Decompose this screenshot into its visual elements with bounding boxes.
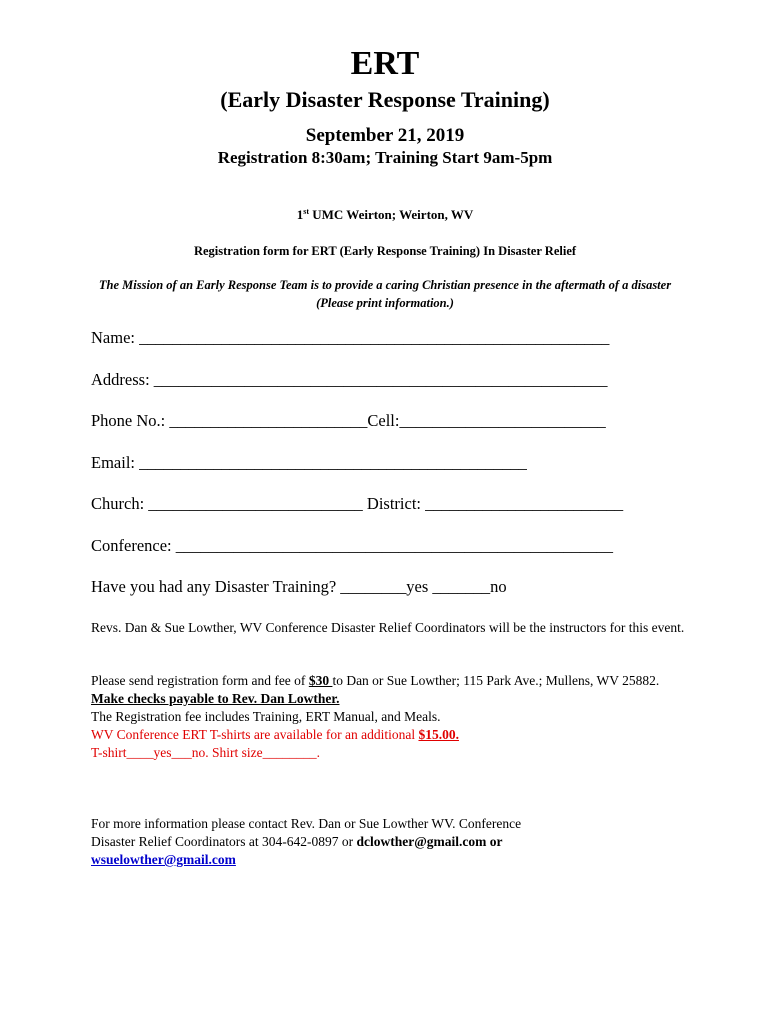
document-title: ERT xyxy=(350,45,420,82)
training-no-blank[interactable]: _______ xyxy=(432,577,491,596)
training-no-label: no xyxy=(490,577,507,596)
tshirt-offer: WV Conference ERT T-shirts are available for an additional xyxy=(91,727,419,742)
district-label: District: xyxy=(362,494,426,513)
conference-field[interactable] xyxy=(91,535,613,557)
contact-email-1: dclowther@gmail.com xyxy=(356,834,487,849)
instructors-paragraph: Revs. Dan & Sue Lowther, WV Conference Disaster Relief Coordinators will be the instructors for this event. xyxy=(91,620,685,635)
send-address: to Dan or Sue Lowther; 115 Park Ave.; Mullens, WV 25882. xyxy=(332,673,660,688)
event-location xyxy=(0,206,770,224)
contact-line-1: For more information please contact Rev. Dan or Sue Lowther WV. Conference xyxy=(91,816,522,831)
location-number: 1 xyxy=(296,207,304,222)
church-label: Church: xyxy=(91,494,149,513)
tshirt-price: $15.00. xyxy=(418,727,459,742)
document-subtitle: (Early Disaster Response Training) xyxy=(220,87,550,112)
name-field[interactable] xyxy=(91,327,609,349)
phone-blank[interactable]: ________________________ xyxy=(169,411,368,430)
conference-label: Conference: xyxy=(91,536,176,555)
mission-statement: The Mission of an Early Response Team is to provide a caring Christian presence in the aftermath of a disaster (Please print information.) xyxy=(98,278,672,310)
email-field[interactable] xyxy=(91,452,527,474)
church-blank[interactable]: __________________________ xyxy=(148,494,363,513)
training-question: Have you had any Disaster Training? xyxy=(91,577,341,596)
address-label: Address: xyxy=(91,370,154,389)
email-blank[interactable]: _______________________________________________ xyxy=(139,453,527,472)
contact-paragraph xyxy=(91,815,689,869)
cell-blank[interactable]: _________________________ xyxy=(399,411,606,430)
email-label: Email: xyxy=(91,453,140,472)
checks-payable: Make checks payable to Rev. Dan Lowther. xyxy=(91,691,340,706)
event-schedule: Registration 8:30am; Training Start 9am-5pm xyxy=(217,148,553,167)
address-field[interactable] xyxy=(91,369,608,391)
training-yes-label: yes xyxy=(406,577,433,596)
form-title: Registration form for ERT (Early Response Training) In Disaster Relief xyxy=(193,244,577,258)
tshirt-order-line[interactable]: T-shirt____yes___no. Shirt size________. xyxy=(91,745,320,760)
fee-amount: $30 xyxy=(308,673,333,688)
name-blank[interactable]: _________________________________________________________ xyxy=(139,328,610,347)
contact-email-link[interactable]: wsuelowther@gmail.com xyxy=(91,852,236,867)
event-date: September 21, 2019 xyxy=(305,125,465,146)
training-question-row xyxy=(91,576,507,598)
location-text: UMC Weirton; Weirton, WV xyxy=(308,207,474,222)
address-blank[interactable]: _______________________________________________________ xyxy=(153,370,608,389)
send-prefix: Please send registration form and fee of xyxy=(91,673,309,688)
district-blank[interactable]: ________________________ xyxy=(425,494,624,513)
conference-blank[interactable]: _____________________________________________________ xyxy=(175,536,613,555)
phone-label: Phone No.: xyxy=(91,411,170,430)
contact-line-2: Disaster Relief Coordinators at 304-642-0897 or xyxy=(91,834,357,849)
cell-label: Cell: xyxy=(367,411,400,430)
fee-includes: The Registration fee includes Training, ERT Manual, and Meals. xyxy=(91,709,441,724)
contact-or: or xyxy=(486,834,503,849)
payment-paragraph xyxy=(91,672,689,762)
church-row xyxy=(91,493,623,515)
training-yes-blank[interactable]: ________ xyxy=(340,577,407,596)
name-label: Name: xyxy=(91,328,140,347)
location-ordinal: st xyxy=(303,207,309,216)
phone-row xyxy=(91,410,606,432)
